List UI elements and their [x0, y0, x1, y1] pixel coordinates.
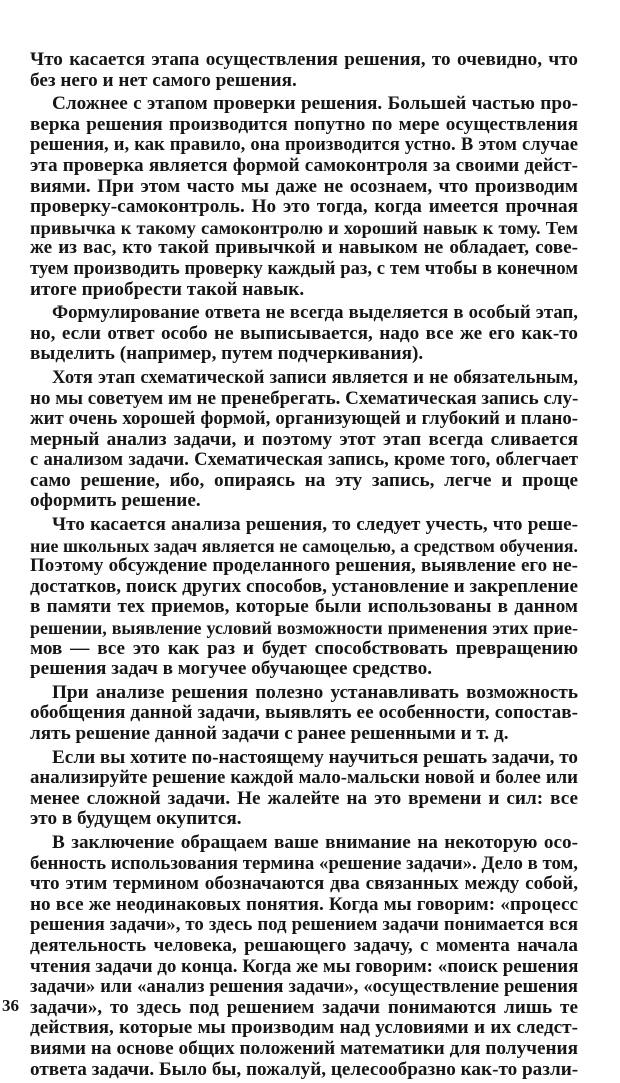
page-number: 36	[2, 996, 19, 1015]
text-line: само решение, ибо, опираясь на эту запись, легче и проще	[30, 469, 578, 491]
text-line: Сложнее с этапом проверки решения. Большей частью про-	[52, 93, 578, 115]
paragraph-4	[30, 368, 578, 512]
text-line: эта проверка является формой самоконтроля за своими дейст-	[30, 154, 578, 176]
text-line: виями на основе общих положений математики для получения	[30, 1037, 578, 1059]
text-line: обобщения данной задачи, выявлять ее особенности, сопостав-	[30, 702, 578, 724]
paragraph-1	[30, 50, 578, 91]
text-line: чтения задачи до конца. Когда же мы говорим: «поиск решения	[30, 955, 579, 977]
text-line: задачи», то здесь под решением задачи понимаются лишь те	[30, 996, 578, 1018]
text-line: итоге приобрести такой навык.	[30, 278, 305, 300]
text-line: оформить решение.	[30, 490, 201, 512]
text-line: деятельность человека, решающего задачу, с момента начала	[30, 934, 578, 956]
text-line: туем производить проверку каждый раз, с тем чтобы в конечном	[30, 257, 578, 279]
text-line: но, если ответ особо не выписывается, надо все же его как-то	[30, 322, 578, 344]
text-line: менее сложной задачи. Не жалейте на это времени и сил: все	[30, 787, 578, 809]
text-line: Хотя этап схематической записи является и не обязательным,	[52, 366, 578, 388]
text-line: ответа задачи. Было бы, пожалуй, целесообразно как-то разли-	[30, 1058, 579, 1080]
text-line: решения задачи», то здесь под решением задачи понимается вся	[30, 914, 578, 936]
text-line: верка решения производится попутно по мере осуществления	[30, 113, 578, 135]
text-line: но все же неодинаковых понятия. Когда мы говорим: «процесс	[30, 893, 578, 915]
text-line: анализируйте решение каждой мало-мальски новой и более или	[30, 767, 578, 789]
text-line: проверку-самоконтроль. Но это тогда, когда имеется прочная	[30, 196, 578, 218]
paragraph-6	[30, 683, 578, 745]
text-line: но мы советуем им не пренебрегать. Схематическая запись слу-	[30, 387, 579, 409]
paragraph-3	[30, 303, 578, 365]
text-line: это в будущем окупится.	[30, 808, 242, 830]
text-line: мов — все это как раз и будет способствовать превращению	[30, 637, 578, 659]
text-line: же из вас, кто такой привычкой и навыком не обладает, сове-	[30, 237, 578, 259]
text-line: лять решение данной задачи с ранее решенными и т. д.	[30, 723, 509, 744]
text-line: Поэтому обсуждение проделанного решения, выявление его не-	[30, 555, 578, 577]
paragraph-7	[30, 748, 578, 830]
text-line: Что касается этапа осуществления решения, то очевидно, что	[30, 49, 578, 70]
text-line: Формулирование ответа не всегда выделяется в особый этап,	[52, 302, 578, 324]
text-line: В заключение обращаем ваше внимание на некоторую осо-	[52, 831, 578, 853]
text-line: При анализе решения полезно устанавливать возможность	[52, 681, 578, 703]
text-line: выделить (например, путем подчеркивания).	[30, 343, 424, 365]
text-line: решении, выявление условий возможности применения этих прие-	[30, 618, 578, 639]
page-body	[30, 50, 578, 1083]
text-line: Что касается анализа решения, то следует учесть, что реше-	[52, 514, 578, 536]
text-line: бенность использования термина «решение задачи». Дело в том,	[30, 852, 578, 874]
text-line: решения задач в могучее обучающее средство.	[30, 658, 433, 680]
text-line: Если вы хотите по-настоящему научиться решать задачи, то	[52, 746, 578, 768]
text-line: с анализом задачи. Схематическая запись, кроме того, облегчает	[30, 449, 578, 471]
paragraph-5	[30, 515, 578, 680]
text-line: действия, которые мы производим над условиями и их следст-	[30, 1017, 578, 1039]
text-line: виями. При этом часто мы даже не осознаем, что производим	[30, 175, 578, 197]
text-line: привычка к такому самоконтролю и хороший навык к тому. Тем	[30, 217, 578, 238]
text-line: жит очень хорошей формой, организующей и глубокий и плано-	[30, 408, 578, 430]
text-line: в памяти тех приемов, которые были использованы в данном	[30, 596, 578, 618]
text-line: достатков, поиск других способов, установление и закрепление	[30, 575, 578, 597]
text-line: задачи» или «анализ решения задачи», «осуществление решения	[30, 976, 578, 998]
text-line: что этим термином обозначаются два связанных между собой,	[30, 873, 578, 895]
text-line: мерный анализ задачи, и поэтому этот этап всегда сливается	[30, 428, 578, 450]
paragraph-2	[30, 94, 578, 300]
text-line: без него и нет самого решения.	[30, 69, 297, 91]
text-line: ние школьных задач является не самоцелью, а средством обучения.	[30, 535, 578, 556]
text-line: решения, и, как правило, она производится устно. В этом случае	[30, 134, 578, 156]
paragraph-8	[30, 833, 578, 1080]
